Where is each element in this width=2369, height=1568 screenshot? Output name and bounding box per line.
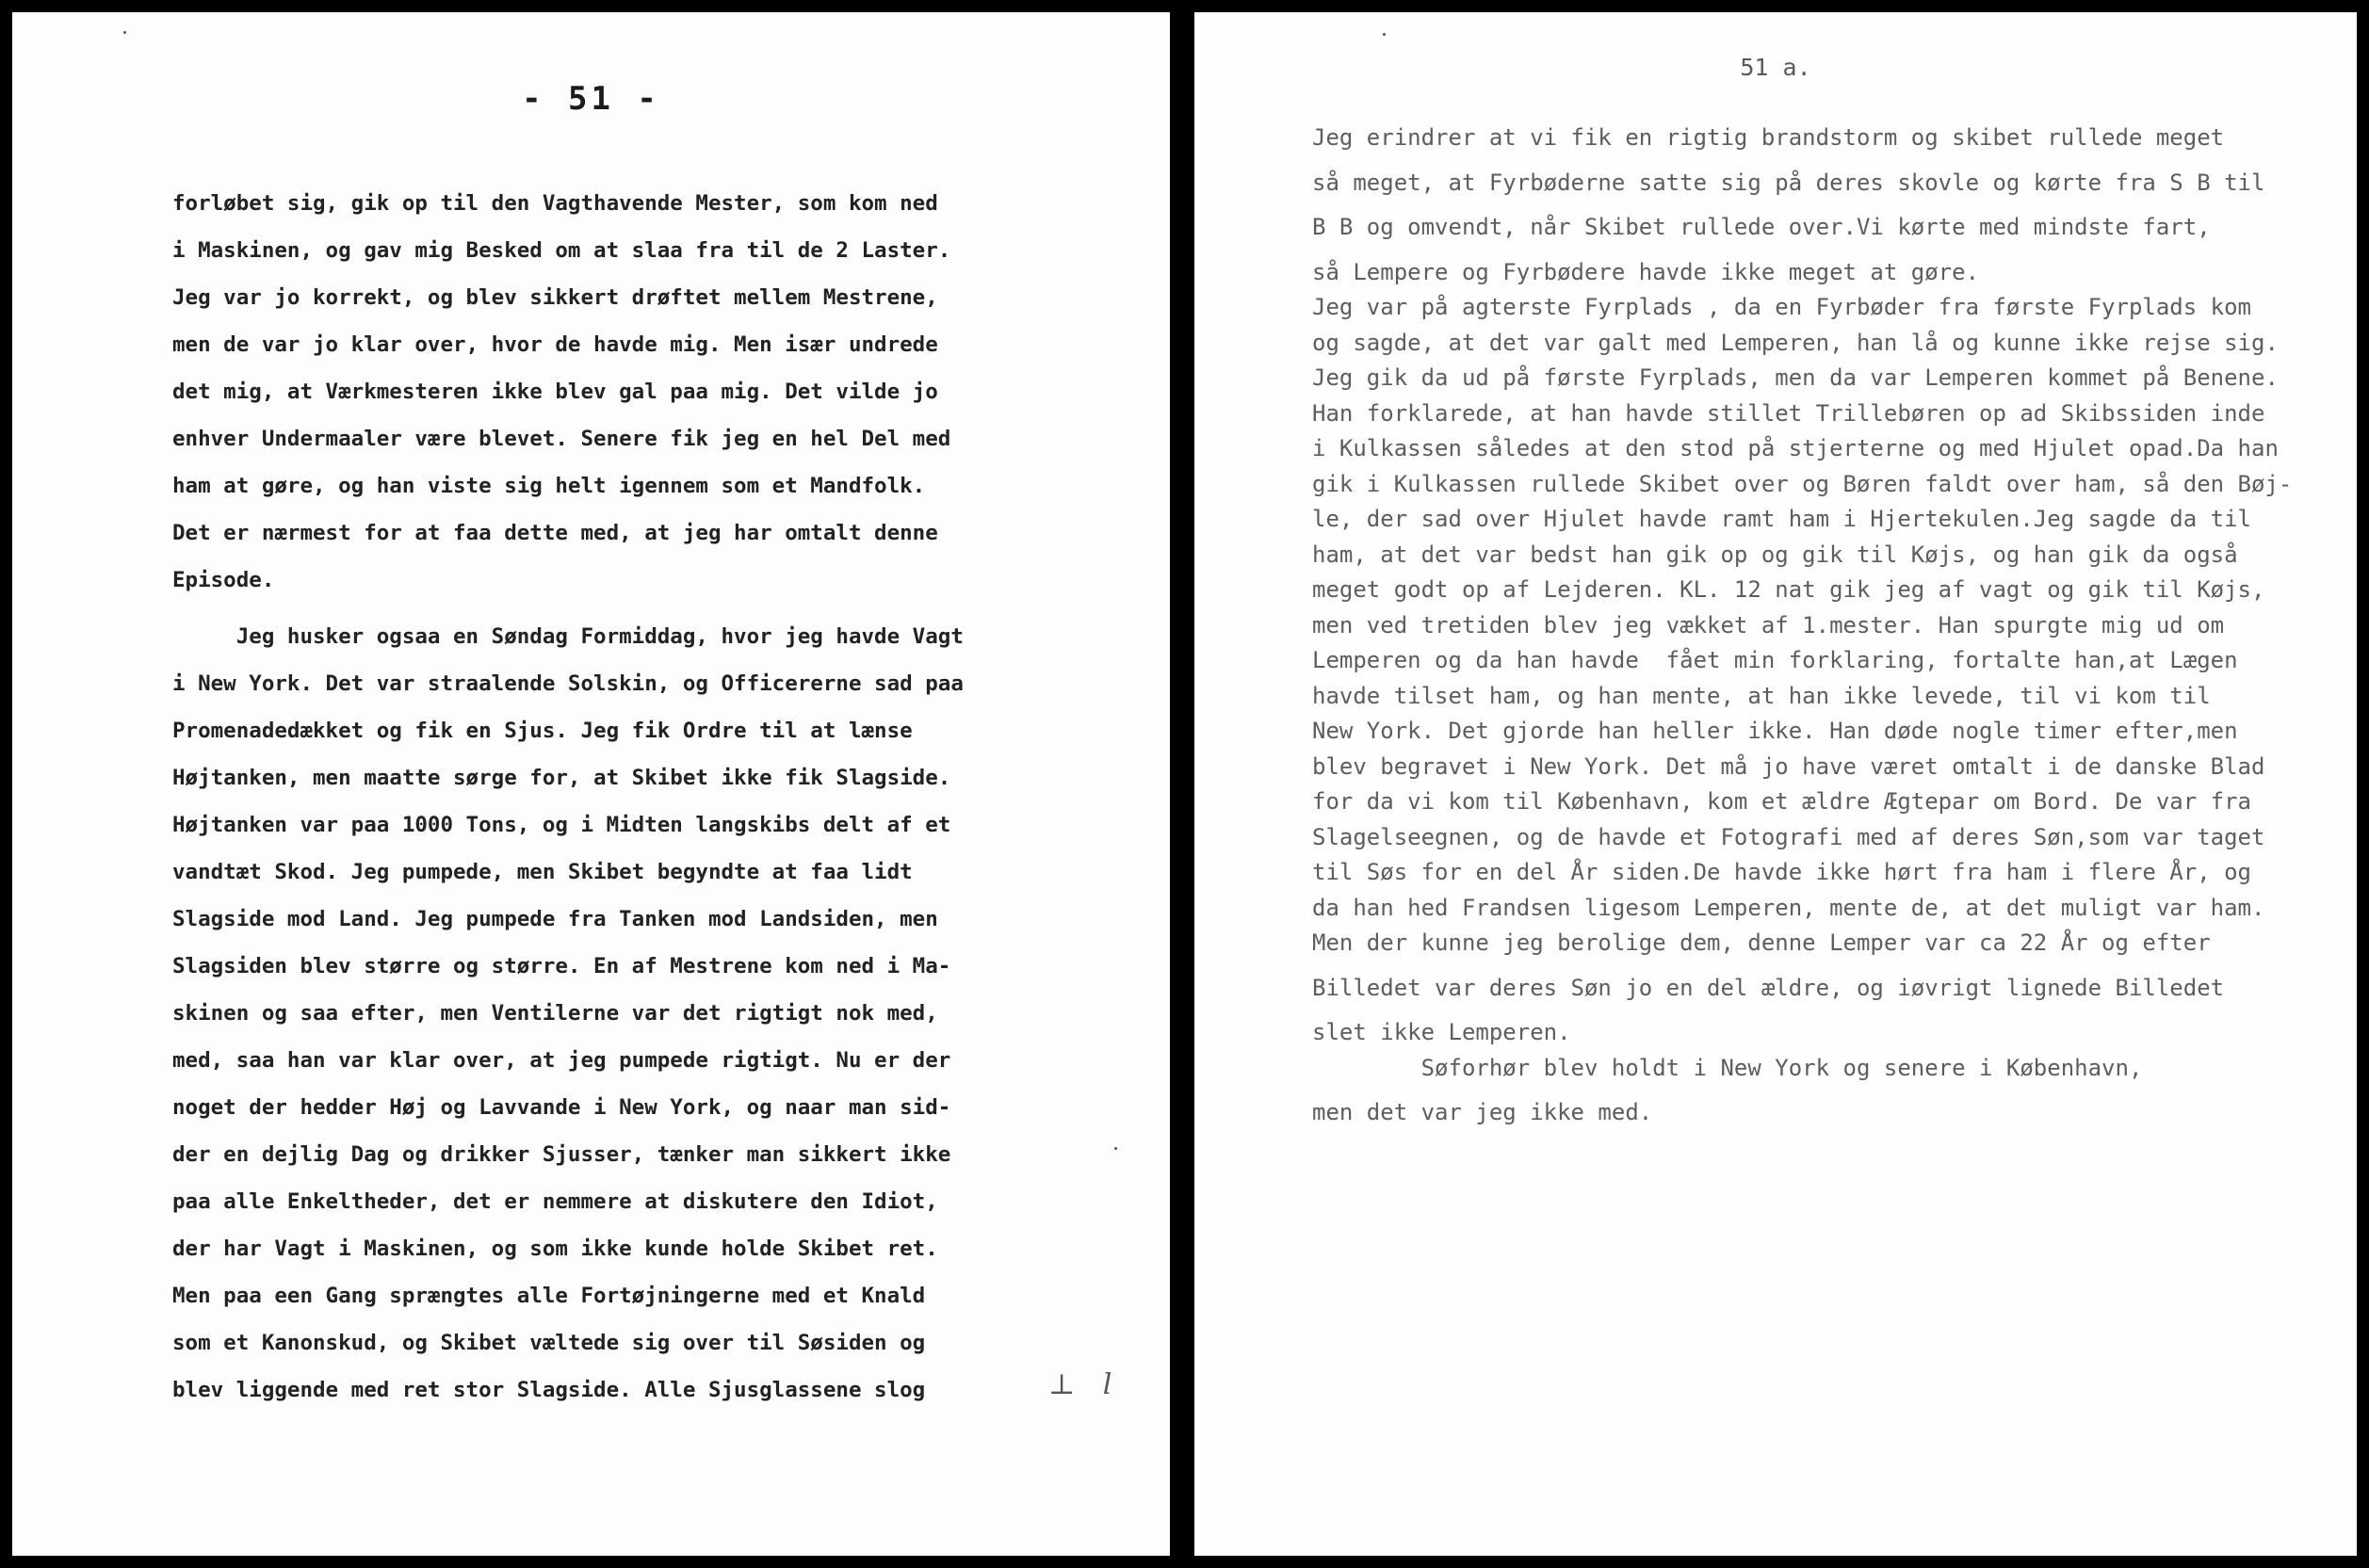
text-line: enhver Undermaaler være blevet. Senere fik jeg en hel Del med <box>172 427 951 451</box>
text-line: i New York. Det var straalende Solskin, og Officererne sad paa <box>172 671 964 696</box>
scan-speck <box>1383 33 1386 36</box>
text-line: ham, at det var bedst han gik op og gik til Køjs, og han gik da også <box>1312 541 2238 568</box>
text-line: det mig, at Værkmesteren ikke blev gal paa mig. Det vilde jo <box>172 380 938 404</box>
text-line: så Lempere og Fyrbødere havde ikke meget at gøre. <box>1312 258 1980 285</box>
text-line: Slagelseegnen, og de havde et Fotografi med af deres Søn,som var taget <box>1312 823 2265 850</box>
text-line: Søforhør blev holdt i New York og senere i København, <box>1312 1054 2143 1081</box>
text-line: Men paa een Gang sprængtes alle Fortøjningerne med et Knald <box>172 1284 926 1308</box>
text-line: New York. Det gjorde han heller ikke. Han døde nogle timer efter,men <box>1312 718 2238 744</box>
text-line: Promenadedækket og fik en Sjus. Jeg fik Ordre til at lænse <box>172 719 913 743</box>
text-line: der en dejlig Dag og drikker Sjusser, tænker man sikkert ikke <box>172 1142 951 1167</box>
text-line: med, saa han var klar over, at jeg pumpede rigtigt. Nu er der <box>172 1048 951 1073</box>
text-line: B B og omvendt, når Skibet rullede over.Vi kørte med mindste fart, <box>1312 214 2211 240</box>
text-line: paa alle Enkeltheder, det er nemmere at diskutere den Idiot, <box>172 1189 938 1214</box>
text-line: le, der sad over Hjulet havde ramt ham i Hjertekulen.Jeg sagde da til <box>1312 506 2251 532</box>
page-number: - 51 - <box>522 80 660 118</box>
text-line: i Maskinen, og gav mig Besked om at slaa fra til de 2 Laster. <box>172 238 951 263</box>
handwritten-margin-note: ⊥ l <box>1048 1368 1122 1401</box>
text-line: blev begravet i New York. Det må jo have været omtalt i de danske Blad <box>1312 752 2265 780</box>
scan-speck <box>123 31 126 34</box>
text-line: som et Kanonskud, og Skibet væltede sig over til Søsiden og <box>172 1331 926 1355</box>
text-line: så meget, at Fyrbøderne satte sig på deres skovle og kørte fra S B til <box>1312 169 2265 196</box>
text-line: der har Vagt i Maskinen, og som ikke kunde holde Skibet ret. <box>172 1237 938 1261</box>
text-line: men ved tretiden blev jeg vækket af 1.mester. Han spurgte mig ud om <box>1312 611 2225 639</box>
text-line: vandtæt Skod. Jeg pumpede, men Skibet begyndte at faa lidt <box>172 860 913 884</box>
scan-speck <box>1114 1147 1117 1150</box>
text-line: Jeg husker ogsaa en Søndag Formiddag, hvor jeg havde Vagt <box>172 624 964 649</box>
text-line: meget godt op af Lejderen. KL. 12 nat gik jeg af vagt og gik til Køjs, <box>1312 576 2265 603</box>
text-line: men de var jo klar over, hvor de havde mig. Men især undrede <box>172 332 938 357</box>
text-line: Men der kunne jeg berolige dem, denne Lemper var ca 22 År og efter <box>1312 929 2211 956</box>
text-line: noget der hedder Høj og Lavvande i New York, og naar man sid- <box>172 1095 951 1120</box>
text-line: Højtanken var paa 1000 Tons, og i Midten langskibs delt af et <box>172 813 951 837</box>
text-line: gik i Kulkassen rullede Skibet over og Børen faldt over ham, så den Bøj- <box>1312 470 2293 497</box>
text-line: Jeg gik da ud på første Fyrplads, men da var Lemperen kommet på Benene. <box>1312 364 2279 391</box>
text-line: og sagde, at det var galt med Lemperen, han lå og kunne ikke rejse sig. <box>1312 329 2279 356</box>
text-line: Højtanken, men maatte sørge for, at Skibet ikke fik Slagside. <box>172 766 951 790</box>
text-line: forløbet sig, gik op til den Vagthavende Mester, som kom ned <box>172 191 938 216</box>
text-line: ham at gøre, og han viste sig helt igennem som et Mandfolk. <box>172 474 926 498</box>
text-line: slet ikke Lemperen. <box>1312 1019 1571 1045</box>
page-body-text <box>1312 121 2339 1131</box>
text-line: da han hed Frandsen ligesom Lemperen, mente de, at det muligt var ham. <box>1312 894 2265 921</box>
text-line: Jeg var på agterste Fyrplads , da en Fyrbøder fra første Fyrplads kom <box>1312 294 2251 320</box>
text-line: men det var jeg ikke med. <box>1312 1099 1653 1125</box>
text-line: Det er nærmest for at faa dette med, at jeg har omtalt denne <box>172 521 938 545</box>
text-line: Lemperen og da han havde fået min forklaring, fortalte han,at Lægen <box>1312 647 2238 673</box>
text-line: til Søs for en del År siden.De havde ikke hørt fra ham i flere År, og <box>1312 859 2251 885</box>
text-line: Slagside mod Land. Jeg pumpede fra Tanken mod Landsiden, men <box>172 907 938 931</box>
text-line: skinen og saa efter, men Ventilerne var det rigtigt nok med, <box>172 1001 938 1026</box>
text-line: Billedet var deres Søn jo en del ældre, og iøvrigt lignede Billedet <box>1312 974 2225 1001</box>
text-line: Jeg erindrer at vi fik en rigtig brandstorm og skibet rullede meget <box>1312 124 2225 151</box>
text-line: for da vi kom til København, kom et ældre Ægtepar om Bord. De var fra <box>1312 788 2251 815</box>
document-page-left <box>12 12 1170 1556</box>
text-line: Jeg var jo korrekt, og blev sikkert drøftet mellem Mestrene, <box>172 285 938 310</box>
page-number: 51 a. <box>1740 54 1811 81</box>
text-line: i Kulkassen således at den stod på stjerterne og med Hjulet opad.Da han <box>1312 435 2279 461</box>
text-line: Episode. <box>172 568 275 592</box>
text-line: Slagsiden blev større og større. En af Mestrene kom ned i Ma- <box>172 954 951 978</box>
document-page-right <box>1194 12 2357 1556</box>
text-line: Han forklarede, at han havde stillet Trillebøren op ad Skibssiden inde <box>1312 399 2265 427</box>
text-line: blev liggende med ret stor Slagside. Alle Sjusglassene slog <box>172 1378 926 1402</box>
page-body-text <box>172 180 1077 1414</box>
text-line: havde tilset ham, og han mente, at han ikke levede, til vi kom til <box>1312 682 2211 709</box>
